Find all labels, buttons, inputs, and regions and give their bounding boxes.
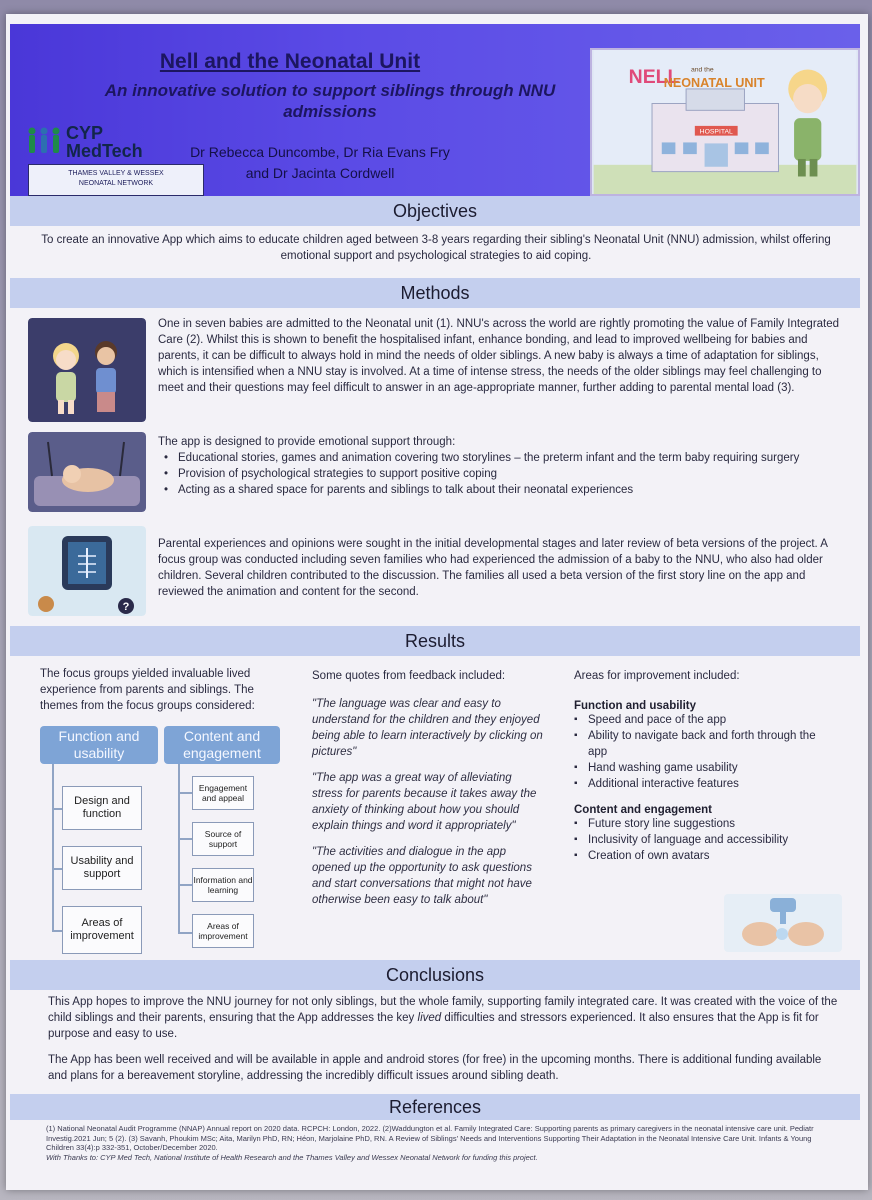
logo-line-1: CYP bbox=[66, 123, 104, 143]
conclusions-paragraph-2: The App has been well received and will be available in apple and android stores (for free) in the upcoming months. There is additional funding available and plans for a bereavement storyline, addressing the incredibly difficult issues around sibling death. bbox=[48, 1054, 822, 1082]
poster-title: Nell and the Neonatal Unit bbox=[159, 50, 421, 73]
list-item: • Educational stories, games and animation covering two storylines – the preterm infant and the term baby requiring surgery bbox=[158, 450, 848, 466]
tree-connector bbox=[178, 838, 192, 840]
logo-line-2: MedTech bbox=[66, 141, 143, 161]
conclusion-text: difficulties and stressors experienced. It also ensures that the App is fit for purpose and easy to use. bbox=[48, 1012, 819, 1040]
theme-item: Usability and support bbox=[62, 846, 142, 890]
list-item: ▪ Future story line suggestions bbox=[574, 816, 836, 832]
cyp-medtech-logo bbox=[24, 122, 204, 198]
methods-bullets bbox=[158, 450, 848, 498]
list-item: ▪ Speed and pace of the app bbox=[574, 712, 836, 728]
theme-item: Areas of improvement bbox=[62, 906, 142, 954]
list-item: ▪ Additional interactive features bbox=[574, 776, 836, 792]
methods-app-intro: The app is designed to provide emotional support through: bbox=[158, 436, 456, 448]
svg-text:and the: and the bbox=[690, 66, 714, 74]
conclusions-heading: Conclusions bbox=[10, 960, 860, 990]
help-icon: ? bbox=[122, 601, 130, 613]
references-heading: References bbox=[10, 1094, 860, 1120]
improvements-group-title: Content and engagement bbox=[574, 804, 713, 816]
quotes-column bbox=[312, 668, 544, 908]
hospital-room-illustration bbox=[28, 432, 146, 512]
tree-connector bbox=[178, 792, 192, 794]
theme-item: Engagement and appeal bbox=[192, 776, 254, 810]
people-icon bbox=[24, 126, 64, 156]
logo-text bbox=[66, 124, 143, 160]
conclusion-emphasis: lived bbox=[417, 1012, 442, 1024]
theme-item: Areas of improvement bbox=[192, 914, 254, 948]
authors-line-2: and Dr Jacinta Cordwell bbox=[245, 165, 395, 181]
improvements-column bbox=[574, 668, 836, 864]
svg-text:NELL: NELL bbox=[628, 66, 680, 89]
network-logo bbox=[28, 164, 204, 196]
siblings-illustration bbox=[28, 318, 146, 422]
tree-connector bbox=[52, 930, 62, 932]
methods-heading: Methods bbox=[10, 278, 860, 308]
tree-connector bbox=[178, 932, 192, 934]
improvements-group-title: Function and usability bbox=[574, 700, 697, 712]
poster-subtitle: An innovative solution to support siblings through NNU admissions bbox=[104, 81, 556, 121]
improvements-intro: Areas for improvement included: bbox=[574, 670, 740, 682]
feedback-quote: "The language was clear and easy to understand for the children and they enjoyed being able to learn interactively by clicking on pictures" bbox=[312, 698, 543, 758]
list-item: • Provision of psychological strategies to support positive coping bbox=[158, 466, 848, 482]
network-line-2: NEONATAL NETWORK bbox=[78, 180, 154, 187]
results-heading: Results bbox=[10, 626, 860, 656]
list-item: ▪ Hand washing game usability bbox=[574, 760, 836, 776]
authors-line-1: Dr Rebecca Duncombe, Dr Ria Evans Fry bbox=[190, 144, 450, 160]
tree-connector bbox=[52, 868, 62, 870]
theme-item: Design and function bbox=[62, 786, 142, 830]
list-item: ▪ Inclusivity of language and accessibility bbox=[574, 832, 836, 848]
theme-item: Source of support bbox=[192, 822, 254, 856]
app-screen-illustration bbox=[28, 526, 146, 616]
app-title-illustration bbox=[590, 48, 860, 196]
methods-paragraph-1: One in seven babies are admitted to the Neonatal unit (1). NNU's across the world are rightly promoting the value of Family Integrated Care (2). Whilst this is shown to benefit the hospitalised infant, enhance bonding, and lead to improved wellbeing for babies and parents, it can be difficult to always hold in mind the needs of older siblings. A new baby is always a time of adaptation for siblings, which is intensified when a NNU stay is involved. At a time of intense stress, the needs of the older siblings may feel challenging to meet and their questions may feel difficult to answer in an age-appropriate manner, further adding to parental mental load (3). bbox=[158, 318, 840, 394]
references-text bbox=[46, 1124, 836, 1162]
theme-function-usability: Function and usability bbox=[40, 726, 158, 764]
objectives-text: To create an innovative App which aims to educate children aged between 3-8 years regarding their sibling's Neonatal Unit (NNU) admission, whilst offering emotional support and psychological strategies to aid coping. bbox=[41, 234, 831, 262]
list-item: • Acting as a shared space for parents and siblings to talk about their neonatal experiences bbox=[158, 482, 848, 498]
handwashing-illustration bbox=[724, 894, 842, 952]
conclusions-paragraph-1 bbox=[48, 994, 838, 1042]
theme-item: Information and learning bbox=[192, 868, 254, 902]
list-item: ▪ Creation of own avatars bbox=[574, 848, 836, 864]
objectives-heading: Objectives bbox=[10, 196, 860, 226]
list-item: ▪ Ability to navigate back and forth through the app bbox=[574, 728, 836, 760]
network-line-1: THAMES VALLEY & WESSEX bbox=[68, 170, 164, 177]
reference-list: (1) National Neonatal Audit Programme (NNAP) Annual report on 2020 data. RCPCH: London, 2022. (2)Waddungton et al. Family Integrated Care: Supporting parents as primary caregivers in the neonatal intensive care unit. Pediatr Investig.2021 Jun; 5 (2). (3) Savanh, Phoukim MSc; Aita, Marilyn PhD, RN; Héon, Marjolaine PhD, RN. A Review of Siblings' Needs and Interventions Supporting Their Adaptation in the Neonatal Intensive Care Unit. Infants & Young Children 33(4):p 332-351, October/December 2020. bbox=[46, 1124, 814, 1152]
poster bbox=[6, 14, 868, 1190]
tree-connector bbox=[178, 884, 192, 886]
theme-content-engagement: Content and engagement bbox=[164, 726, 280, 764]
feedback-quote: "The app was a great way of alleviating stress for parents because it takes away the anxiety of thinking about how you should explain things and word it appropriately" bbox=[312, 772, 537, 832]
quotes-intro: Some quotes from feedback included: bbox=[312, 670, 506, 682]
methods-app-list bbox=[158, 434, 848, 498]
svg-text:NEONATAL UNIT: NEONATAL UNIT bbox=[663, 75, 765, 90]
acknowledgements: With Thanks to: CYP Med Tech, National Institute of Health Research and the Thames Valley and Wessex Neonatal Network for funding this project. bbox=[46, 1152, 538, 1162]
tree-connector bbox=[52, 808, 62, 810]
tree-connector bbox=[178, 764, 180, 934]
authors bbox=[180, 142, 460, 184]
feedback-quote: "The activities and dialogue in the app opened up the opportunity to ask questions and start conversations that might not have otherwise been easy to talk about" bbox=[312, 846, 532, 906]
results-intro: The focus groups yielded invaluable lived experience from parents and siblings. The themes from the focus groups considered: bbox=[40, 668, 255, 712]
poster-header bbox=[10, 24, 860, 202]
improvements-list bbox=[574, 712, 836, 792]
tree-connector bbox=[52, 764, 54, 932]
conclusion-text: This App hopes to improve the NNU journey for not only siblings, but the whole family, supporting family integrated care. It was created with the voice of the child siblings and their parents, ensuring that the App addresses the key bbox=[48, 996, 838, 1024]
svg-text:HOSPITAL: HOSPITAL bbox=[699, 128, 733, 136]
methods-paragraph-3: Parental experiences and opinions were sought in the initial developmental stages and later review of beta versions of the project. A focus group was conducted including seven families who had experienced the admission of a baby to the NNU, who also had older children. Several children contributed to the discussion. The families all used a beta version of the first story line on the app and reviewed the animation and content for the second. bbox=[158, 538, 828, 598]
improvements-list bbox=[574, 816, 836, 864]
